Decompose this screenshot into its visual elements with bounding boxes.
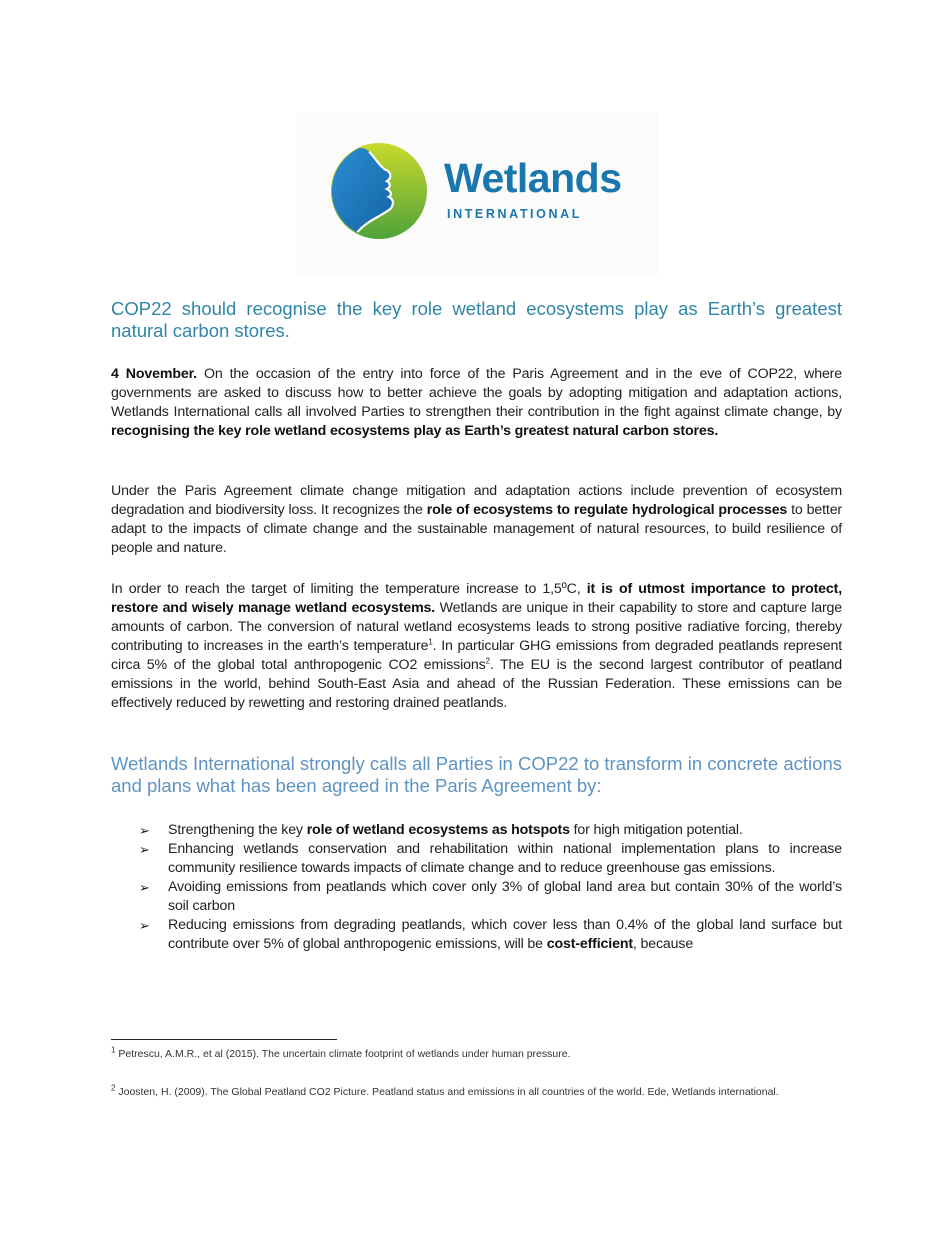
paragraph-paris-agreement xyxy=(111,482,842,558)
footnote-1 xyxy=(111,1045,571,1061)
date-label: 4 November. xyxy=(111,366,197,382)
emphasis: role of wetland ecosystems as hotspots xyxy=(306,822,570,838)
text: to better adapt to the impacts of climate change and the sustainable management of natural resources, to build resilience of people and nature. xyxy=(111,502,843,556)
text: for high mitigation potential. xyxy=(569,822,743,838)
emphasis: it is of utmost importance to protect, restore and wisely manage wetland ecosystems. xyxy=(111,581,842,616)
face-profile-circle-icon xyxy=(330,142,428,240)
text: In order to reach the target of limiting the temperature increase to 1,5ºC, xyxy=(111,581,587,597)
logo-subtitle: INTERNATIONAL xyxy=(447,207,582,221)
paragraph-intro xyxy=(111,365,842,441)
text: Reducing emissions from degrading peatlands, which cover less than 0.4% of the global land surface but contribute over 5% of global anthropogenic emissions, will be xyxy=(168,917,842,952)
footnote-divider xyxy=(111,1039,337,1040)
list-item xyxy=(139,916,842,954)
list-item xyxy=(139,821,842,840)
paragraph-temperature-target xyxy=(111,580,842,713)
text: Wetlands are unique in their capability to store and capture large amounts of carbon. The conversion of natural wetland ecosystems leads to strong positive radiative forcing, thereby contributing to increases in the earth’s temperature xyxy=(111,600,842,654)
logo-wordmark: Wetlands xyxy=(444,155,622,201)
list-item xyxy=(139,840,842,878)
text: , because xyxy=(632,936,694,952)
list-item xyxy=(139,878,842,916)
footnote-ref-2[interactable]: 2 xyxy=(485,656,490,666)
arrow-bullet-icon: ➢ xyxy=(139,880,150,895)
text: On the occasion of the entry into force of the Paris Agreement and in the eve of COP22, where governments are asked to discuss how to better achieve the goals by adopting mitigation and adaptation actions, Wetlands International calls all involved Parties to strengthen their contribution in the fight against climate change, by xyxy=(111,366,842,420)
action-list xyxy=(139,821,842,954)
emphasis: cost-efficient xyxy=(546,936,633,952)
emphasis: role of ecosystems to regulate hydrological processes xyxy=(426,502,788,518)
footnote-number: 2 xyxy=(111,1083,116,1093)
footnote-text: Joosten, H. (2009). The Global Peatland CO2 Picture. Peatland status and emissions in all countries of the world. Ede, Wetlands international. xyxy=(115,1086,779,1098)
arrow-bullet-icon: ➢ xyxy=(139,918,150,933)
text: . In particular GHG emissions from degraded peatlands represent circa 5% of the global total anthropogenic CO2 emissions xyxy=(111,638,842,673)
text: . The EU is the second largest contributor of peatland emissions in the world, behind South-East Asia and ahead of the Russian Federation. These emissions can be effectively reduced by rewetting and restoring drained peatlands. xyxy=(111,657,842,711)
main-heading: COP22 should recognise the key role wetland ecosystems play as Earth’s greatest natural carbon stores. xyxy=(111,298,842,341)
footnote-ref-1[interactable]: 1 xyxy=(428,637,433,647)
arrow-bullet-icon: ➢ xyxy=(139,823,150,838)
text: Enhancing wetlands conservation and rehabilitation within national implementation plans to increase community resilience towards impacts of climate change and to reduce greenhouse gas emissions. xyxy=(168,841,842,876)
footnote-text: Petrescu, A.M.R., et al (2015). The uncertain climate footprint of wetlands under human pressure. xyxy=(115,1048,571,1060)
emphasis: recognising the key role wetland ecosystems play as Earth’s greatest natural carbon stores. xyxy=(111,423,719,439)
text: Strengthening the key xyxy=(168,822,307,838)
text: Avoiding emissions from peatlands which cover only 3% of global land area but contain 30% of the world’s soil carbon xyxy=(168,879,842,914)
text: Under the Paris Agreement climate change mitigation and adaptation actions include prevention of ecosystem degradation and biodiversity loss. It recognizes the xyxy=(111,483,842,518)
call-to-action-heading: Wetlands International strongly calls all Parties in COP22 to transform in concrete actions and plans what has been agreed in the Paris Agreement by: xyxy=(111,753,842,796)
footnote-number: 1 xyxy=(111,1045,116,1055)
arrow-bullet-icon: ➢ xyxy=(139,842,150,857)
footnote-2 xyxy=(111,1083,779,1099)
